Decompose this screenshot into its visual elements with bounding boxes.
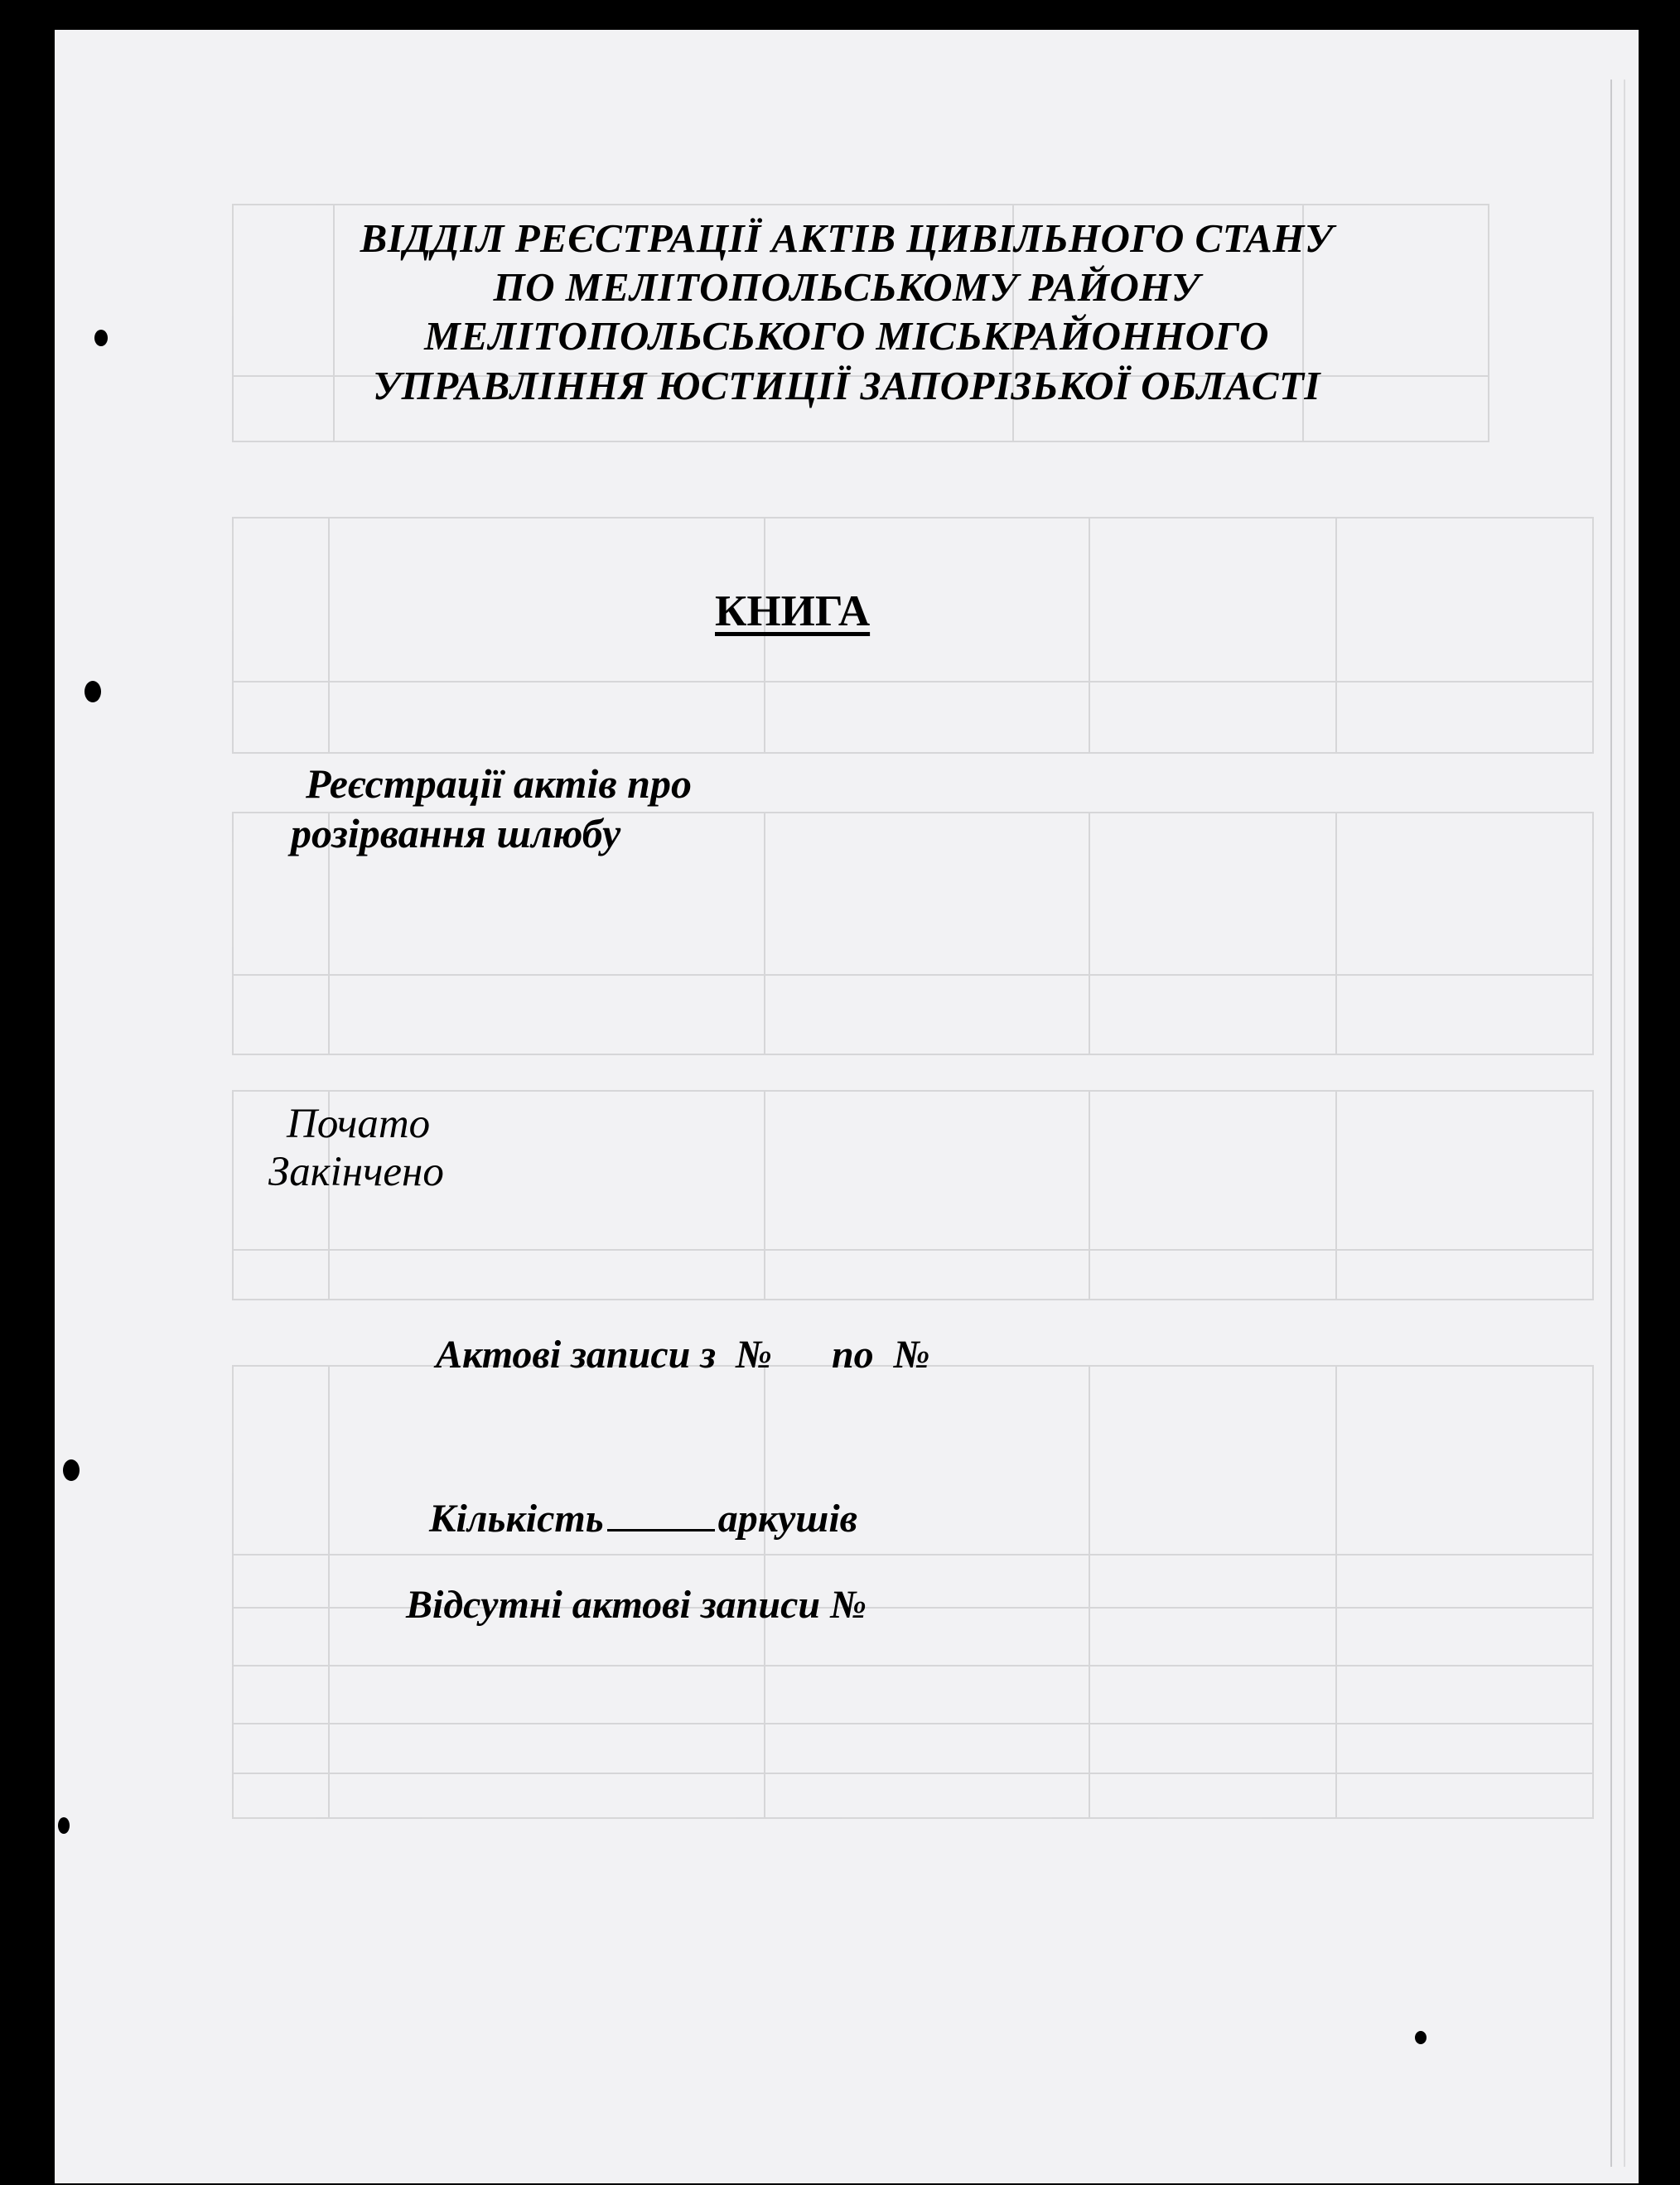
sheet-count-line — [429, 1496, 857, 1541]
sheet-count-suffix: аркушів — [717, 1497, 858, 1541]
book-subject-line-2: розірвання шлюбу — [291, 810, 621, 856]
header-line-2: ПО МЕЛІТОПОЛЬСЬКОМУ РАЙОНУ — [493, 264, 1200, 310]
header-line-4: УПРАВЛІННЯ ЮСТИЦІЇ ЗАПОРІЗЬКОЇ ОБЛАСТІ — [373, 363, 1320, 408]
sheet-count-blank — [607, 1499, 715, 1531]
records-range-label: Актові записи з № по № — [436, 1333, 930, 1377]
started-label: Почато — [287, 1101, 431, 1147]
bleed-table-block-2 — [232, 517, 1594, 754]
document-page — [55, 30, 1639, 2183]
book-title: КНИГА — [715, 587, 871, 635]
binder-hole — [63, 1459, 80, 1481]
binder-hole — [58, 1817, 70, 1834]
header-line-3: МЕЛІТОПОЛЬСЬКОГО МІСЬКРАЙОННОГО — [424, 313, 1269, 359]
missing-records-label: Відсутні актові записи № — [406, 1583, 867, 1627]
finished-label: Закінчено — [268, 1149, 444, 1195]
ink-speck — [1415, 2031, 1427, 2044]
header-line-1: ВІДДІЛ РЕЄСТРАЦІЇ АКТІВ ЦИВІЛЬНОГО СТАНУ — [360, 215, 1334, 261]
book-subject-line-1: Реєстрації актів про — [306, 760, 692, 807]
binder-hole — [84, 681, 101, 702]
sheet-count-prefix: Кількість — [429, 1497, 604, 1541]
